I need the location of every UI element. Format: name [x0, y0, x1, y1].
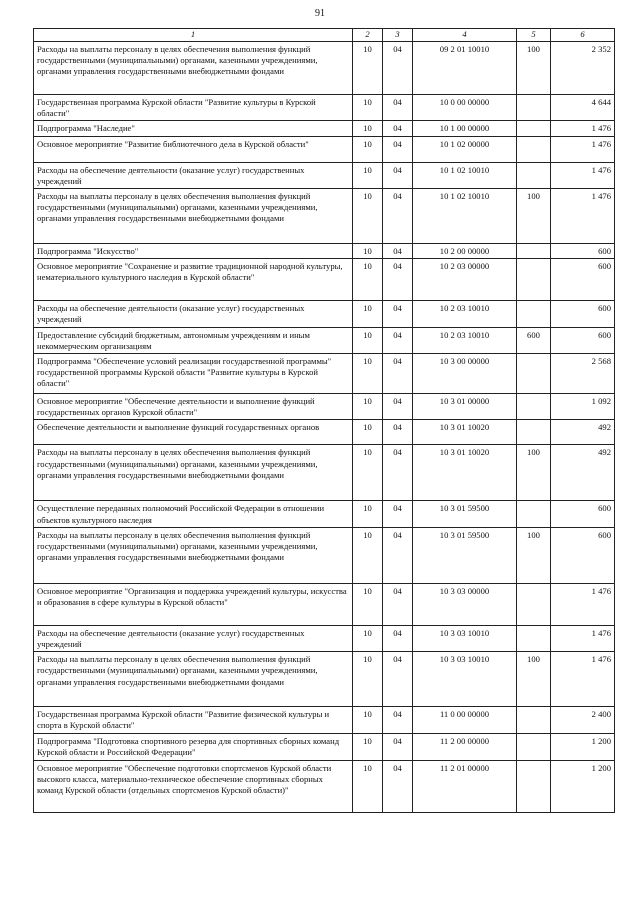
row-amount: 1 200 [551, 734, 615, 760]
table-row [34, 327, 615, 353]
row-target-article: 09 2 01 10010 [413, 42, 517, 95]
row-amount: 1 476 [551, 583, 615, 625]
row-expense-type [517, 707, 551, 734]
row-target-article: 10 2 03 00000 [413, 259, 517, 301]
row-expense-type: 100 [517, 652, 551, 707]
row-section: 10 [353, 162, 383, 188]
row-subsection: 04 [383, 583, 413, 625]
row-amount: 4 644 [551, 95, 615, 121]
row-section: 10 [353, 301, 383, 327]
row-expense-type [517, 162, 551, 188]
row-target-article: 10 3 03 10010 [413, 652, 517, 707]
row-subsection: 04 [383, 734, 413, 760]
table-row [34, 625, 615, 651]
row-expense-type [517, 121, 551, 136]
row-amount: 2 400 [551, 707, 615, 734]
row-section: 10 [353, 445, 383, 501]
row-amount: 600 [551, 327, 615, 353]
table-row [34, 95, 615, 121]
row-target-article: 10 1 00 00000 [413, 121, 517, 136]
budget-table [33, 28, 615, 813]
row-subsection: 04 [383, 42, 413, 95]
table-row [34, 707, 615, 734]
row-target-article: 11 2 01 00000 [413, 760, 517, 812]
row-name: Обеспечение деятельности и выполнение функций государственных органов [34, 420, 353, 445]
row-expense-type [517, 259, 551, 301]
row-amount: 600 [551, 259, 615, 301]
row-section: 10 [353, 760, 383, 812]
row-section: 10 [353, 95, 383, 121]
row-target-article: 10 2 00 00000 [413, 244, 517, 259]
row-name: Основное мероприятие "Развитие библиотечного дела в Курской области" [34, 136, 353, 162]
row-amount: 600 [551, 501, 615, 527]
row-subsection: 04 [383, 625, 413, 651]
row-target-article: 10 3 01 59500 [413, 527, 517, 583]
table-row [34, 583, 615, 625]
row-expense-type [517, 583, 551, 625]
row-subsection: 04 [383, 420, 413, 445]
row-name: Расходы на выплаты персоналу в целях обеспечения выполнения функций государственными (муниципальными) органами, казенными учреждениями, органами управления государственными внебюджетными фондами [34, 189, 353, 244]
table-row [34, 420, 615, 445]
row-subsection: 04 [383, 445, 413, 501]
row-amount: 1 476 [551, 652, 615, 707]
row-target-article: 10 2 03 10010 [413, 301, 517, 327]
row-subsection: 04 [383, 162, 413, 188]
row-name: Расходы на выплаты персоналу в целях обеспечения выполнения функций государственными (муниципальными) органами, казенными учреждениями, органами управления государственными внебюджетными фондами [34, 527, 353, 583]
row-subsection: 04 [383, 189, 413, 244]
row-subsection: 04 [383, 244, 413, 259]
row-amount: 1 476 [551, 625, 615, 651]
row-section: 10 [353, 189, 383, 244]
table-row [34, 301, 615, 327]
row-amount: 1 476 [551, 136, 615, 162]
row-section: 10 [353, 501, 383, 527]
row-expense-type [517, 501, 551, 527]
row-section: 10 [353, 583, 383, 625]
row-amount: 1 476 [551, 121, 615, 136]
row-expense-type [517, 420, 551, 445]
row-subsection: 04 [383, 652, 413, 707]
table-row [34, 162, 615, 188]
row-section: 10 [353, 354, 383, 394]
table-row [34, 501, 615, 527]
row-subsection: 04 [383, 121, 413, 136]
row-amount: 1 476 [551, 162, 615, 188]
row-name: Государственная программа Курской области "Развитие физической культуры и спорта в Курской области" [34, 707, 353, 734]
row-expense-type: 100 [517, 189, 551, 244]
row-section: 10 [353, 527, 383, 583]
row-section: 10 [353, 42, 383, 95]
row-target-article: 11 2 00 00000 [413, 734, 517, 760]
row-subsection: 04 [383, 327, 413, 353]
table-row [34, 244, 615, 259]
row-expense-type [517, 136, 551, 162]
row-expense-type: 100 [517, 445, 551, 501]
row-subsection: 04 [383, 259, 413, 301]
row-expense-type: 100 [517, 527, 551, 583]
row-name: Основное мероприятие "Обеспечение деятельности и выполнение функций государственных органов Курской области" [34, 394, 353, 420]
row-target-article: 10 1 02 10010 [413, 162, 517, 188]
row-section: 10 [353, 734, 383, 760]
row-target-article: 10 1 02 00000 [413, 136, 517, 162]
row-subsection: 04 [383, 136, 413, 162]
row-name: Подпрограмма "Наследие" [34, 121, 353, 136]
row-target-article: 10 3 03 00000 [413, 583, 517, 625]
row-amount: 600 [551, 527, 615, 583]
table-row [34, 136, 615, 162]
row-name: Предоставление субсидий бюджетным, автономным учреждениям и иным некоммерческим организациям [34, 327, 353, 353]
row-subsection: 04 [383, 527, 413, 583]
table-row [34, 42, 615, 95]
header-row [34, 29, 615, 42]
table-row [34, 527, 615, 583]
header-col-5: 5 [517, 29, 551, 42]
row-amount: 2 568 [551, 354, 615, 394]
row-subsection: 04 [383, 95, 413, 121]
row-target-article: 10 3 01 00000 [413, 394, 517, 420]
row-section: 10 [353, 394, 383, 420]
row-name: Расходы на обеспечение деятельности (оказание услуг) государственных учреждений [34, 162, 353, 188]
table-row [34, 394, 615, 420]
row-section: 10 [353, 625, 383, 651]
row-subsection: 04 [383, 301, 413, 327]
row-amount: 1 476 [551, 189, 615, 244]
row-amount: 492 [551, 420, 615, 445]
row-target-article: 10 3 01 10020 [413, 420, 517, 445]
row-subsection: 04 [383, 760, 413, 812]
row-name: Основное мероприятие "Сохранение и развитие традиционной народной культуры, нематериального культурного наследия в Курской области" [34, 259, 353, 301]
row-subsection: 04 [383, 707, 413, 734]
row-target-article: 10 2 03 10010 [413, 327, 517, 353]
row-target-article: 11 0 00 00000 [413, 707, 517, 734]
row-target-article: 10 0 00 00000 [413, 95, 517, 121]
row-target-article: 10 3 01 59500 [413, 501, 517, 527]
row-section: 10 [353, 259, 383, 301]
table-row [34, 760, 615, 812]
row-target-article: 10 3 03 10010 [413, 625, 517, 651]
table-row [34, 259, 615, 301]
table-row [34, 652, 615, 707]
row-name: Расходы на обеспечение деятельности (оказание услуг) государственных учреждений [34, 301, 353, 327]
row-target-article: 10 3 00 00000 [413, 354, 517, 394]
row-name: Государственная программа Курской области "Развитие культуры в Курской области" [34, 95, 353, 121]
row-expense-type: 100 [517, 42, 551, 95]
row-name: Расходы на обеспечение деятельности (оказание услуг) государственных учреждений [34, 625, 353, 651]
header-col-3: 3 [383, 29, 413, 42]
row-section: 10 [353, 420, 383, 445]
row-section: 10 [353, 707, 383, 734]
table-row [34, 445, 615, 501]
row-subsection: 04 [383, 501, 413, 527]
row-amount: 1 092 [551, 394, 615, 420]
row-name: Расходы на выплаты персоналу в целях обеспечения выполнения функций государственными (муниципальными) органами, казенными учреждениями, органами управления государственными внебюджетными фондами [34, 445, 353, 501]
row-amount: 1 200 [551, 760, 615, 812]
header-col-6: 6 [551, 29, 615, 42]
row-expense-type [517, 244, 551, 259]
header-col-2: 2 [353, 29, 383, 42]
row-expense-type: 600 [517, 327, 551, 353]
row-section: 10 [353, 136, 383, 162]
row-amount: 2 352 [551, 42, 615, 95]
row-expense-type [517, 625, 551, 651]
row-section: 10 [353, 652, 383, 707]
row-name: Основное мероприятие "Организация и поддержка учреждений культуры, искусства и образования в сфере культуры в Курской области" [34, 583, 353, 625]
row-target-article: 10 3 01 10020 [413, 445, 517, 501]
row-target-article: 10 1 02 10010 [413, 189, 517, 244]
row-expense-type [517, 354, 551, 394]
table-row [34, 354, 615, 394]
row-name: Расходы на выплаты персоналу в целях обеспечения выполнения функций государственными (муниципальными) органами, казенными учреждениями, органами управления государственными внебюджетными фондами [34, 652, 353, 707]
row-name: Расходы на выплаты персоналу в целях обеспечения выполнения функций государственными (муниципальными) органами, казенными учреждениями, органами управления государственными внебюджетными фондами [34, 42, 353, 95]
row-expense-type [517, 734, 551, 760]
row-name: Подпрограмма "Обеспечение условий реализации государственной программы" государственной программы Курской области "Развитие культуры в Курской области" [34, 354, 353, 394]
row-section: 10 [353, 327, 383, 353]
table-row [34, 734, 615, 760]
row-name: Подпрограмма "Искусство" [34, 244, 353, 259]
row-expense-type [517, 394, 551, 420]
row-section: 10 [353, 121, 383, 136]
page-number: 91 [315, 8, 325, 19]
row-name: Осуществление переданных полномочий Российской Федерации в отношении объектов культурного наследия [34, 501, 353, 527]
row-expense-type [517, 760, 551, 812]
header-col-1: 1 [34, 29, 353, 42]
row-name: Подпрограмма "Подготовка спортивного резерва для спортивных сборных команд Курской области и Российской Федерации" [34, 734, 353, 760]
row-amount: 492 [551, 445, 615, 501]
row-amount: 600 [551, 244, 615, 259]
row-expense-type [517, 301, 551, 327]
table-row [34, 121, 615, 136]
row-amount: 600 [551, 301, 615, 327]
row-expense-type [517, 95, 551, 121]
row-section: 10 [353, 244, 383, 259]
row-subsection: 04 [383, 354, 413, 394]
row-subsection: 04 [383, 394, 413, 420]
row-name: Основное мероприятие "Обеспечение подготовки спортсменов Курской области высокого класса, материально-техническое обеспечение спортивных сборных команд Курской области (отдельных спортсменов Курской области)" [34, 760, 353, 812]
table-row [34, 189, 615, 244]
header-col-4: 4 [413, 29, 517, 42]
